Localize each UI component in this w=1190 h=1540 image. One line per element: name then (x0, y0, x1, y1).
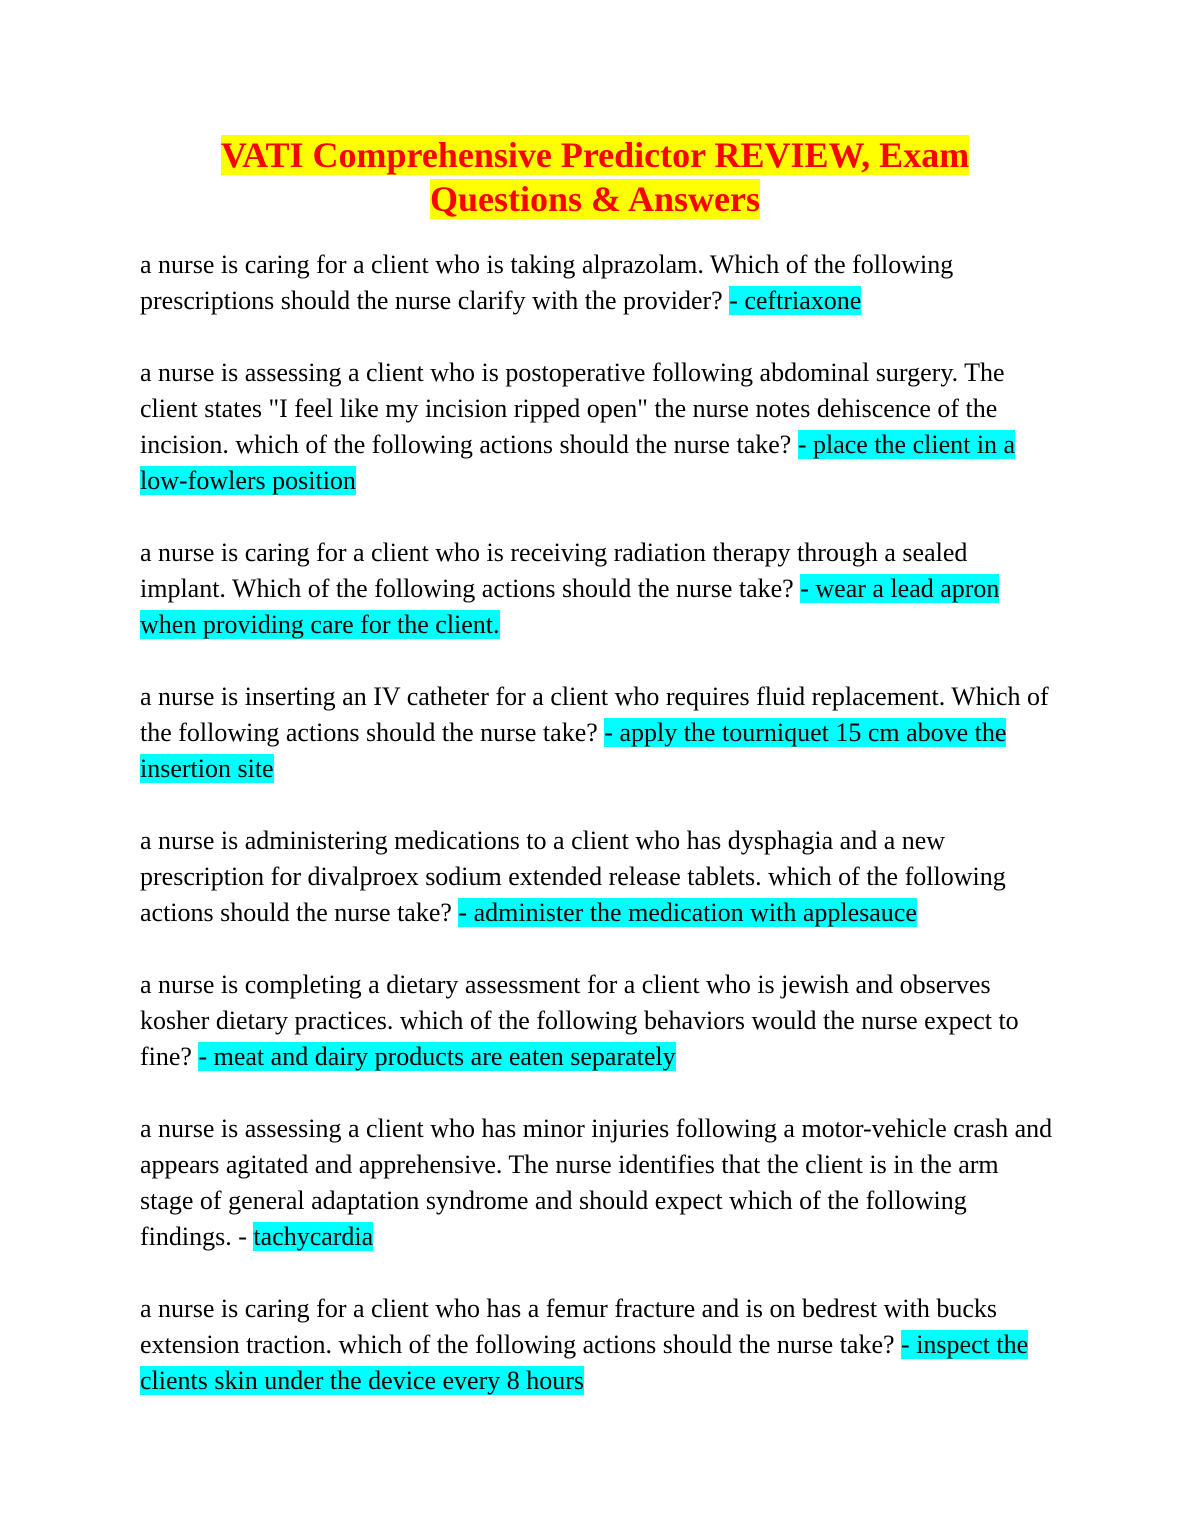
question-text: a nurse is caring for a client who is receiving radiation therapy through a sealed implant. Which of the following actions should the nurse take? (140, 538, 968, 603)
question-text: a nurse is assessing a client who has minor injuries following a motor-vehicle crash and appears agitated and apprehensive. The nurse identifies that the client is in the arm stage of general adaptation syndrome and should expect which of the following findings. - (140, 1114, 1053, 1251)
title-line-2: Questions & Answers (429, 179, 761, 219)
answer-text: - ceftriaxone (729, 286, 862, 315)
answer-text: - meat and dairy products are eaten separately (198, 1042, 676, 1071)
title-line-1: VATI Comprehensive Predictor REVIEW, Exam (220, 135, 970, 175)
answer-text: - inspect the clients skin under the device every 8 hours (140, 1330, 1029, 1395)
question-text: a nurse is caring for a client who has a femur fracture and is on bedrest with bucks extension traction. which of the following actions should the nurse take? (140, 1294, 997, 1359)
answer-text: tachycardia (253, 1222, 374, 1251)
question-text: a nurse is administering medications to a client who has dysphagia and a new prescription for divalproex sodium extended release tablets. which of the following actions should the nurse take? (140, 826, 1006, 927)
qa-item (140, 247, 1055, 319)
qa-item (140, 1111, 1055, 1255)
qa-item (140, 967, 1055, 1075)
qa-item (140, 679, 1055, 787)
question-text: a nurse is completing a dietary assessment for a client who is jewish and observes kosher dietary practices. which of the following behaviors would the nurse expect to fine? (140, 970, 1019, 1071)
qa-item (140, 823, 1055, 931)
qa-item (140, 535, 1055, 643)
question-text: a nurse is assessing a client who is postoperative following abdominal surgery. The client states "I feel like my incision ripped open" the nurse notes dehiscence of the incision. which of the following actions should the nurse take? (140, 358, 1005, 459)
answer-text: - apply the tourniquet 15 cm above the insertion site (140, 718, 1007, 783)
question-text: a nurse is caring for a client who is taking alprazolam. Which of the following prescriptions should the nurse clarify with the provider? (140, 250, 954, 315)
qa-item (140, 355, 1055, 499)
answer-text: - wear a lead apron when providing care for the client. (140, 574, 1000, 639)
qa-list (140, 247, 1055, 1435)
document-title (0, 133, 1190, 221)
qa-item (140, 1291, 1055, 1399)
answer-text: - place the client in a low-fowlers position (140, 430, 1016, 495)
answer-text: - administer the medication with applesauce (458, 898, 917, 927)
question-text: a nurse is inserting an IV catheter for a client who requires fluid replacement. Which of the following actions should the nurse take? (140, 682, 1049, 747)
